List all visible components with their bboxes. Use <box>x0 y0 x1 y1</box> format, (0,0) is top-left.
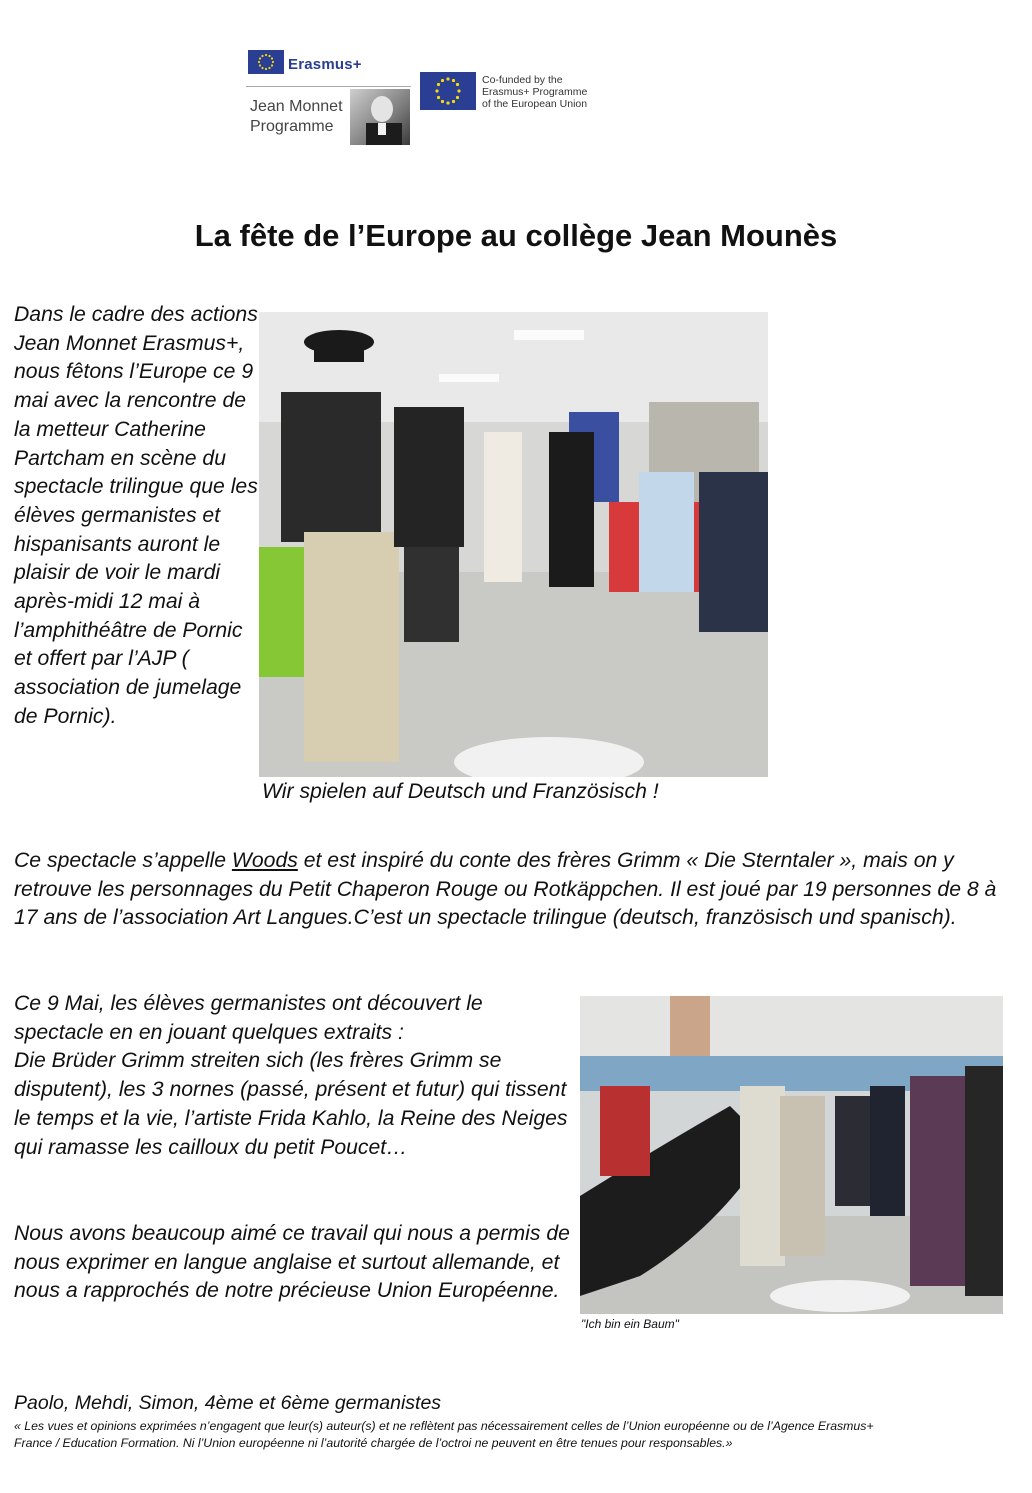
cofunded-line1: Co-funded by the <box>482 74 563 86</box>
photo1-caption: Wir spielen auf Deutsch und Französisch ! <box>262 780 659 803</box>
discovery-line1: Ce 9 Mai, les élèves germanistes ont découvert le spectacle en en jouant quelques extraits : <box>14 992 483 1044</box>
appreciation-paragraph: Nous avons beaucoup aimé ce travail qui nous a permis de nous exprimer en langue anglaise et surtout allemande, et nous a rapprochés de notre précieuse Union Européenne. <box>14 1222 570 1303</box>
discovery-line2: Die Brüder Grimm streiten sich (les frères Grimm se disputent), les 3 nornes (passé, présent et futur) qui tissent le temps et la vie, l’artiste Frida Kahlo, la Reine des Neiges qui ramasse les cailloux du petit Poucet… <box>14 1049 568 1159</box>
woods-link[interactable]: Woods <box>231 849 298 872</box>
theatre-photo <box>259 312 768 777</box>
students-photo <box>580 996 1003 1314</box>
jean-monnet-portrait <box>350 89 410 145</box>
eu-flag-icon <box>248 50 284 74</box>
paragraph2-after: et est inspiré du conte des frères Grimm « Die Sterntaler », mais on y retrouve les personnages du Petit Chaperon Rouge ou Rotkäppchen. Il est joué par 19 personnes de 8 à 17 ans de l’association Art Langues.C’est un spectacle trilingue (deutsch, französisch und spanisch). <box>14 849 997 930</box>
show-description-paragraph <box>14 847 1024 933</box>
discovery-paragraph <box>14 990 574 1162</box>
jean-monnet-line2: Programme <box>250 118 334 135</box>
cofunded-logo <box>420 72 620 114</box>
paragraph2-before: Ce spectacle s’appelle <box>14 849 232 872</box>
jean-monnet-box <box>246 86 411 145</box>
intro-paragraph: Dans le cadre des actions Jean Monnet Erasmus+, nous fêtons l’Europe ce 9 mai avec la rencontre de la metteur Catherine Partcham en scène du spectacle trilingue que les élèves germanistes et hispanisants auront le plaisir de voir le mardi après-midi 12 mai à l’amphithéâtre de Pornic et offert par l’AJP ( association de jumelage de Pornic). <box>14 303 258 728</box>
erasmus-jean-monnet-logo <box>246 48 414 146</box>
jean-monnet-label <box>250 97 343 137</box>
disclaimer: « Les vues et opinions exprimées n’engagent que leur(s) auteur(s) et ne reflètent pas nécessairement celles de l’Union européenne ou de l’Agence Erasmus+ France / Education Formation. Ni l’Union européenne ni l’autorité chargée de l’octroi ne peuvent en être tenues pour responsables.» <box>14 1419 874 1450</box>
page-title: La fête de l’Europe au collège Jean Mounès <box>194 218 838 253</box>
jean-monnet-line1: Jean Monnet <box>250 98 343 115</box>
cofunded-text <box>482 74 622 110</box>
authors-line: Paolo, Mehdi, Simon, 4ème et 6ème germanistes <box>14 1392 442 1414</box>
erasmus-label: Erasmus+ <box>288 56 362 73</box>
cofunded-line3: of the European Union <box>482 98 588 110</box>
cofunded-line2: Erasmus+ Programme <box>482 86 588 98</box>
photo2-caption: "Ich bin ein Baum" <box>581 1317 679 1331</box>
eu-flag-icon <box>420 72 476 110</box>
